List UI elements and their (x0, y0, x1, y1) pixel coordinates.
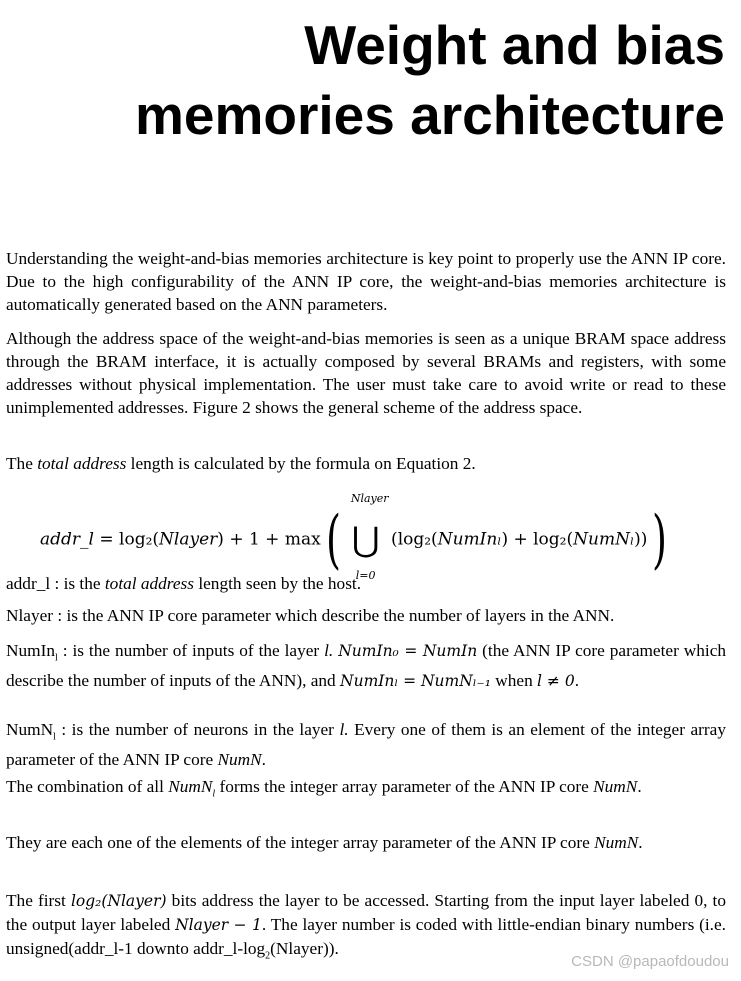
text: when (490, 671, 538, 691)
paragraph-numn (6, 718, 726, 771)
text-italic: total address (104, 574, 195, 593)
text-italic: NumN (217, 750, 262, 770)
eq-paren-right: ) (652, 503, 668, 577)
text: . (574, 671, 580, 691)
text-italic: NumN (593, 777, 638, 796)
eq-part: NumNₗ (573, 529, 635, 550)
paragraph-numin (6, 639, 726, 693)
math: NumIn₀ = NumIn (338, 642, 478, 660)
paragraph-intro: Understanding the weight-and-bias memories architecture is key point to properly use the ANN IP core. Due to the high configurability of the ANN IP core, the weight-and-bias memories architecture is automatically generated based on the ANN parameters. (6, 249, 726, 314)
math: log₂(Nlayer) (70, 892, 167, 910)
subscript: l (212, 788, 216, 800)
eq-part: = log₂( (93, 529, 160, 550)
subscript: 2 (265, 950, 271, 962)
text: length seen by the host. (194, 574, 362, 593)
paragraph-addr-l (6, 572, 726, 595)
text: The combination of all (6, 777, 169, 796)
equation-2 (0, 482, 741, 582)
eq-lhs: addr_l (40, 529, 94, 550)
text: (Nlayer)). (270, 939, 339, 958)
eq-part: (log₂( (385, 529, 438, 550)
title-line-1: Weight and bias (304, 14, 725, 76)
text: bits address the layer to be accessed. Starting from the input layer labeled 0, to the output layer labeled (6, 891, 726, 934)
text: addr_l : is the (6, 574, 105, 593)
subscript: l (53, 731, 56, 743)
paragraph-address-space: Although the address space of the weight-and-bias memories is seen as a unique BRAM space address through the BRAM interface, it is actually composed by several BRAMs and registers, with some addresses without physical implementation. The user must take care to avoid write or read to these unimplemented addresses. Figure 2 shows the general scheme of the address space. (6, 329, 726, 417)
text: (the ANN IP core parameter which describe the number of inputs of the ANN), and (6, 641, 727, 691)
eq-part: )) (634, 529, 648, 550)
text-italic: NumN (168, 777, 213, 796)
eq-part: NumInₗ (437, 529, 502, 550)
text: NumIn (6, 641, 55, 660)
eq-upper-limit: Nlayer (350, 492, 389, 505)
union-operator (346, 492, 389, 582)
paragraph-nlayer: Nlayer : is the ANN IP core parameter which describe the number of layers in the ANN. (6, 606, 615, 625)
subscript: l (54, 652, 58, 664)
text: . (638, 833, 643, 852)
text: . (261, 750, 266, 770)
paragraph-elements (6, 831, 726, 854)
text-italic: l. (339, 720, 349, 739)
eq-part: ) + 1 + max (217, 529, 321, 550)
text-italic: l. (324, 641, 334, 660)
text: length is calculated by the formula on Equation 2. (126, 454, 476, 473)
math: Nlayer − 1 (175, 916, 262, 934)
text: The (6, 454, 38, 473)
text-italic: total address (37, 454, 127, 473)
math: NumInₗ = NumNₗ₋₁ (340, 672, 491, 691)
text: . The layer number is coded with little-endian binary numbers (i.e. unsigned(addr_l-1 downto addr_l-log (6, 915, 726, 958)
text: . (637, 777, 642, 796)
union-symbol: ⋃ (351, 520, 380, 560)
eq-paren-left: ( (325, 503, 341, 577)
text: forms the integer array parameter of the ANN IP core (215, 777, 594, 796)
page-title (135, 10, 725, 150)
text: : is the number of neurons in the layer (55, 720, 340, 739)
math: l ≠ 0 (537, 672, 575, 691)
text-italic: NumN (594, 833, 639, 852)
text: : is the number of inputs of the layer (57, 641, 325, 660)
eq-part: ) + log₂( (501, 529, 574, 550)
text: Every one of them is an element of the integer array parameter of the ANN IP core (6, 720, 726, 770)
text: NumN (6, 720, 54, 739)
watermark: CSDN @papaofdoudou (571, 953, 729, 970)
paragraph-total-address (6, 452, 726, 475)
title-line-2: memories architecture (135, 84, 725, 146)
eq-part: Nlayer (159, 529, 218, 550)
text: They are each one of the elements of the integer array parameter of the ANN IP core (6, 833, 595, 852)
eq-lower-limit: l=0 (355, 569, 376, 582)
paragraph-combination (6, 775, 726, 805)
text: The first (6, 891, 71, 910)
